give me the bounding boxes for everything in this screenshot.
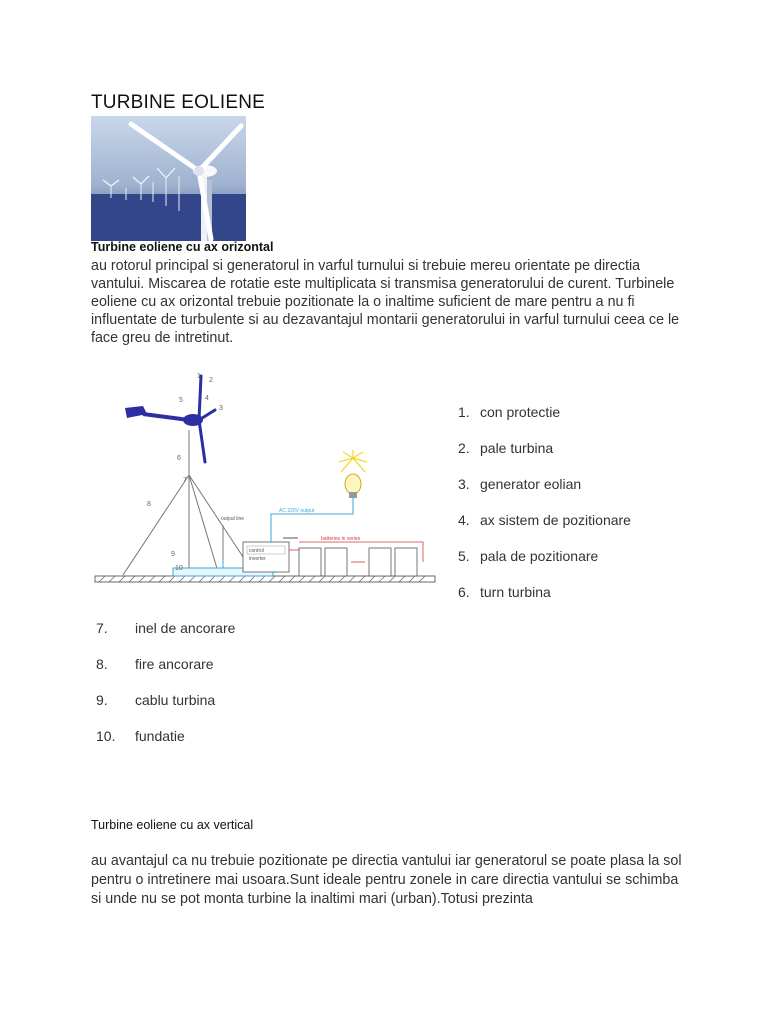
svg-text:AC 220V output: AC 220V output — [279, 508, 315, 514]
svg-text:9: 9 — [171, 551, 175, 558]
svg-text:8: 8 — [147, 501, 151, 508]
svg-text:output line: output line — [221, 516, 245, 522]
list-item: 10. fundatie — [96, 728, 185, 744]
paragraph-horizontal: au rotorul principal si generatorul in varful turnului si trebuie mereu orientate pe directia vantului. Miscarea de rotatie este multiplicata si transmisa generatorului de curent. Turbinele eoliene cu ax orizontal trebuie pozitionate la o inaltime suficient de mare pentru a nu fi influentate de turbulente si au dezavantajul montarii generatorului in varful turnului ceea ce le face greu de intretinut. — [91, 258, 680, 346]
list-item: 6. turn turbina — [458, 584, 551, 600]
svg-text:2: 2 — [209, 377, 213, 384]
svg-text:7: 7 — [183, 477, 187, 484]
parts-list-right — [458, 404, 631, 620]
page-title: TURBINE EOLIENE — [91, 92, 266, 113]
diagram-labels — [147, 373, 223, 572]
list-item: 8. fire ancorare — [96, 656, 214, 672]
turbine-diagram — [93, 370, 438, 590]
list-item: 2. pale turbina — [458, 440, 554, 456]
section-heading-horizontal: Turbine eoliene cu ax orizontal — [91, 240, 274, 254]
list-item: 5. pala de pozitionare — [458, 548, 599, 564]
list-item: 4. ax sistem de pozitionare — [458, 512, 631, 528]
svg-text:6: 6 — [177, 455, 181, 462]
parts-list-left — [96, 620, 235, 764]
svg-text:3: 3 — [219, 405, 223, 412]
paragraph-vertical: au avantajul ca nu trebuie pozitionate pe directia vantului iar generatorul se poate plasa la sol pentru o intretinere mai usoara.Sunt ideale pentru zonele in care directia vantului se schimba si unde nu se pot monta turbine la inaltimi mari (urban).Totusi prezinta — [91, 853, 682, 907]
svg-text:4: 4 — [205, 395, 209, 402]
list-item: 7. inel de ancorare — [96, 620, 236, 636]
svg-text:1: 1 — [197, 373, 201, 380]
svg-text:inverter: inverter — [249, 556, 266, 562]
list-item: 3. generator eolian — [458, 476, 582, 492]
list-item: 9. cablu turbina — [96, 692, 216, 708]
svg-text:control: control — [249, 548, 265, 554]
svg-text:batteries in series: batteries in series — [321, 536, 361, 542]
list-item: 1. con protectie — [458, 404, 561, 420]
section-heading-vertical: Turbine eoliene cu ax vertical — [91, 818, 254, 832]
svg-text:10: 10 — [175, 565, 183, 572]
wind-turbines-photo — [91, 116, 246, 241]
svg-text:5: 5 — [179, 397, 183, 404]
